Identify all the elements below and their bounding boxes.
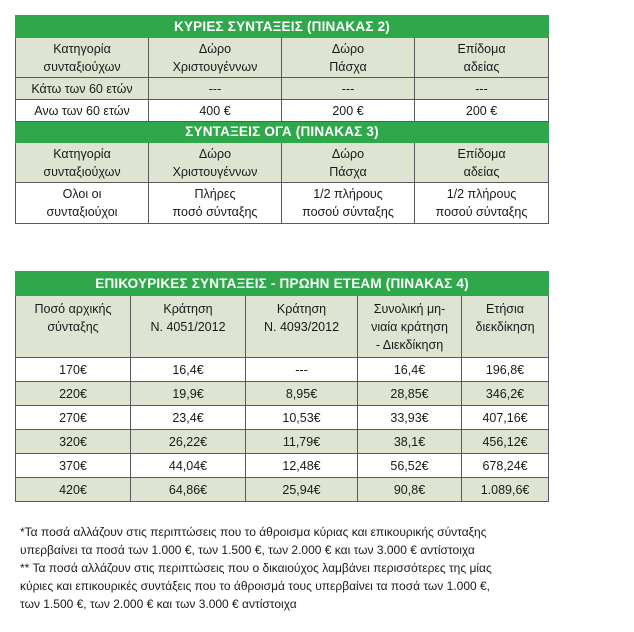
table-4-header-total: Συνολική μη- νιαία κράτηση - Διεκδίκηση (358, 296, 462, 358)
table-cell: 1/2 πλήρους ποσού σύνταξης (282, 183, 415, 224)
table-3-header-row (16, 143, 549, 183)
pension-table-4 (15, 271, 549, 502)
table-cell: 8,95€ (246, 382, 358, 406)
table-row (16, 183, 549, 224)
table-4-header-4093: Κράτηση Ν. 4093/2012 (246, 296, 358, 358)
table-cell: 25,94€ (246, 478, 358, 502)
table-cell: 16,4€ (358, 358, 462, 382)
table-4-header-4051: Κράτηση Ν. 4051/2012 (131, 296, 246, 358)
table-cell: 28,85€ (358, 382, 462, 406)
footnote-1-line-2: υπερβαίνει τα ποσά των 1.000 €, των 1.500 €, των 2.000 € και των 3.000 € αντίστοιχα (20, 543, 475, 557)
table-cell: --- (246, 358, 358, 382)
table-cell: 12,48€ (246, 454, 358, 478)
footnotes (20, 523, 620, 613)
table-2-header-row (16, 38, 549, 78)
table-cell: 370€ (16, 454, 131, 478)
table-3-title: ΣΥΝΤΑΞΕΙΣ ΟΓΑ (ΠΙΝΑΚΑΣ 3) (16, 122, 549, 143)
table-cell: --- (415, 78, 549, 100)
table-cell: 19,9€ (131, 382, 246, 406)
table-row (16, 406, 549, 430)
table-row (16, 382, 549, 406)
table-cell: 64,86€ (131, 478, 246, 502)
table-2-title: ΚΥΡΙΕΣ ΣΥΝΤΑΞΕΙΣ (ΠΙΝΑΚΑΣ 2) (16, 16, 549, 38)
table-cell: --- (282, 78, 415, 100)
table-cell: 678,24€ (462, 454, 549, 478)
table-cell: 33,93€ (358, 406, 462, 430)
table-cell: 200 € (282, 100, 415, 122)
table-cell: 196,8€ (462, 358, 549, 382)
table-cell: 90,8€ (358, 478, 462, 502)
footnote-1-line-1: *Τα ποσά αλλάζουν στις περιπτώσεις που το άθροισμα κύριας και επικουρικής σύνταξης (20, 525, 487, 539)
table-cell: 346,2€ (462, 382, 549, 406)
table-cell: 400 € (149, 100, 282, 122)
table-cell: Ανω των 60 ετών (16, 100, 149, 122)
table-cell: --- (149, 78, 282, 100)
footnote-2-line-1: ** Τα ποσά αλλάζουν στις περιπτώσεις που ο δικαιούχος λαμβάνει περισσότερες της μίας (20, 561, 492, 575)
table-4-header-row (16, 296, 549, 358)
table-cell: 407,16€ (462, 406, 549, 430)
table-row (16, 478, 549, 502)
table-cell: 1/2 πλήρους ποσού σύνταξης (415, 183, 549, 224)
footnote-2-line-3: των 1.500 €, των 2.000 € και των 3.000 € αντίστοιχα (20, 597, 297, 611)
table-2-header-easter: Δώρο Πάσχα (282, 38, 415, 78)
table-row (16, 100, 549, 122)
table-cell: 10,53€ (246, 406, 358, 430)
pension-table-2-3 (15, 15, 549, 224)
table-cell: 456,12€ (462, 430, 549, 454)
table-cell: Πλήρες ποσό σύνταξης (149, 183, 282, 224)
table-cell: 320€ (16, 430, 131, 454)
table-4-title-row (16, 272, 549, 296)
table-row (16, 454, 549, 478)
table-3-header-easter: Δώρο Πάσχα (282, 143, 415, 183)
table-4-title: ΕΠΙΚΟΥΡΙΚΕΣ ΣΥΝΤΑΞΕΙΣ - ΠΡΩΗΝ ΕΤΕΑΜ (ΠΙΝΑΚΑΣ 4) (16, 272, 549, 296)
table-row (16, 358, 549, 382)
footnote-2-line-2: κύριες και επικουρικές συντάξεις που το άθροισμά τους υπερβαίνει τα ποσά των 1.000 €, (20, 579, 491, 593)
table-4-header-amount: Ποσό αρχικής σύνταξης (16, 296, 131, 358)
table-cell: Ολοι οι συνταξιούχοι (16, 183, 149, 224)
table-2-header-leave: Επίδομα αδείας (415, 38, 549, 78)
table-cell: 420€ (16, 478, 131, 502)
table-cell: 11,79€ (246, 430, 358, 454)
table-cell: 270€ (16, 406, 131, 430)
table-3-header-christmas: Δώρο Χριστουγέννων (149, 143, 282, 183)
table-2-header-christmas: Δώρο Χριστουγέννων (149, 38, 282, 78)
table-3-header-category: Κατηγορία συνταξιούχων (16, 143, 149, 183)
table-cell: 44,04€ (131, 454, 246, 478)
table-4-header-annual: Ετήσια διεκδίκηση (462, 296, 549, 358)
table-cell: 26,22€ (131, 430, 246, 454)
table-3-header-leave: Επίδομα αδείας (415, 143, 549, 183)
table-cell: 23,4€ (131, 406, 246, 430)
table-cell: 56,52€ (358, 454, 462, 478)
table-row (16, 430, 549, 454)
table-cell: 220€ (16, 382, 131, 406)
table-2-header-category: Κατηγορία συνταξιούχων (16, 38, 149, 78)
table-cell: Κάτω των 60 ετών (16, 78, 149, 100)
table-cell: 200 € (415, 100, 549, 122)
table-2-title-row (16, 16, 549, 38)
table-3-title-row (16, 122, 549, 143)
table-cell: 170€ (16, 358, 131, 382)
table-cell: 1.089,6€ (462, 478, 549, 502)
table-cell: 16,4€ (131, 358, 246, 382)
table-cell: 38,1€ (358, 430, 462, 454)
table-row (16, 78, 549, 100)
